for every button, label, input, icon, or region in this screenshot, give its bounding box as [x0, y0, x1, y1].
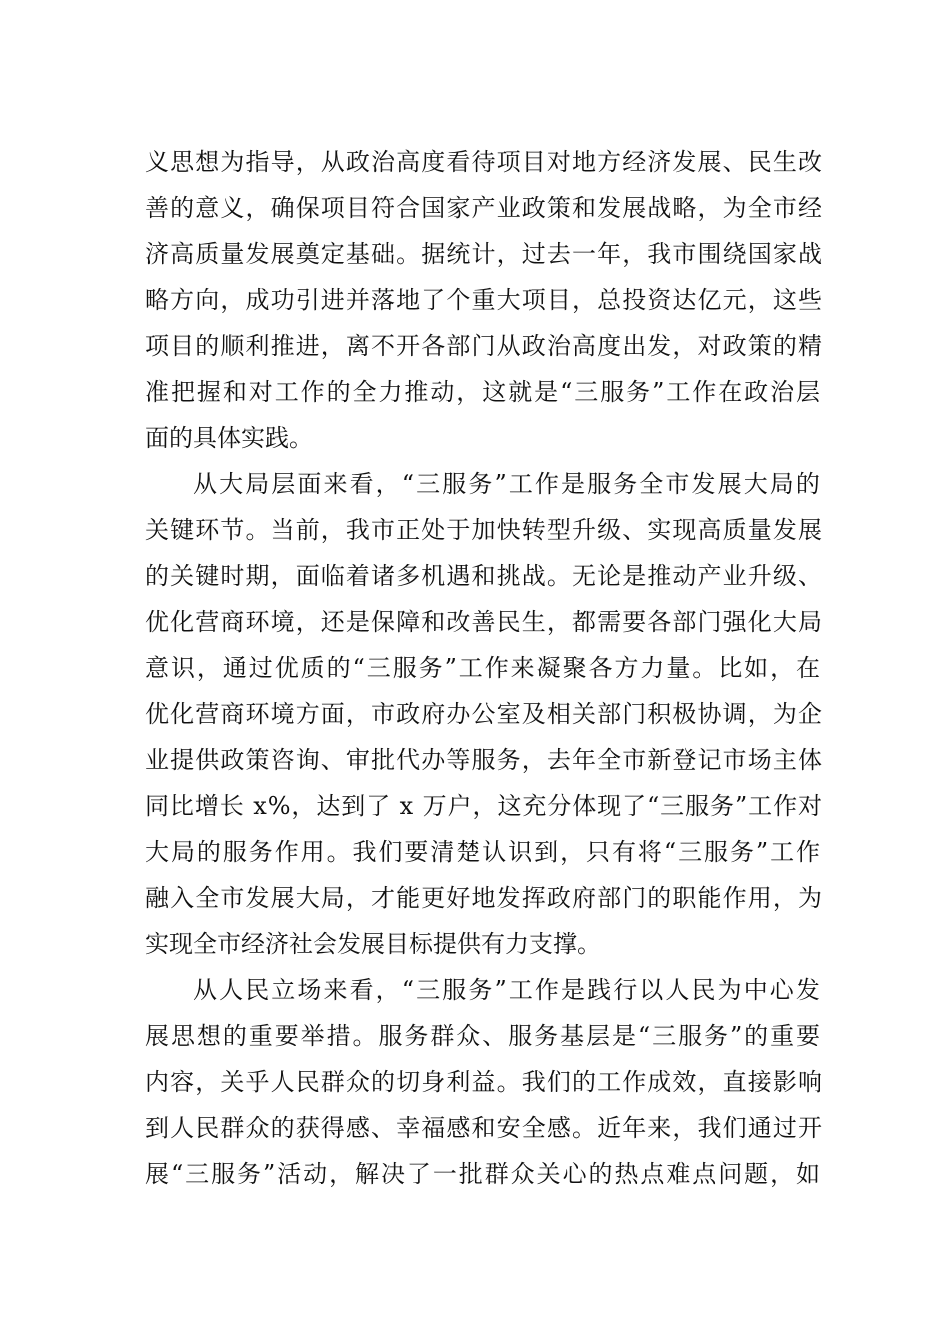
- text-line: 展“三服务”活动，解决了一批群众关心的热点难点问题，如: [145, 1160, 822, 1188]
- text-line: 面的具体实践。: [145, 424, 313, 452]
- text-line: 从人民立场来看，“三服务”工作是践行以人民为中心发: [193, 976, 822, 1004]
- text-line: 从大局层面来看，“三服务”工作是服务全市发展大局的: [193, 470, 822, 498]
- text-line: 内容，关乎人民群众的切身利益。我们的工作成效，直接影响: [145, 1068, 824, 1096]
- text-line: 项目的顺利推进，离不开各部门从政治高度出发，对政策的精: [145, 332, 824, 360]
- text-line: 义思想为指导，从政治高度看待项目对地方经济发展、民生改: [145, 148, 824, 176]
- text-line: 同比增长 x%，达到了 x 万户，这充分体现了“三服务”工作对: [145, 792, 823, 820]
- text-line: 业提供政策咨询、审批代办等服务，去年全市新登记市场主体: [145, 746, 824, 774]
- text-line: 济高质量发展奠定基础。据统计，过去一年，我市围绕国家战: [145, 240, 824, 268]
- text-line: 准把握和对工作的全力推动，这就是“三服务”工作在政治层: [145, 378, 822, 406]
- text-line: 大局的服务作用。我们要清楚认识到，只有将“三服务”工作: [145, 838, 822, 866]
- text-line: 的关键时期，面临着诸多机遇和挑战。无论是推动产业升级、: [145, 562, 824, 590]
- text-line: 展思想的重要举措。服务群众、服务基层是“三服务”的重要: [145, 1022, 822, 1050]
- text-line: 意识，通过优质的“三服务”工作来凝聚各方力量。比如，在: [145, 654, 822, 682]
- text-line: 略方向，成功引进并落地了个重大项目，总投资达亿元，这些: [145, 286, 824, 314]
- text-line: 优化营商环境方面，市政府办公室及相关部门积极协调，为企: [145, 700, 824, 728]
- text-line: 优化营商环境，还是保障和改善民生，都需要各部门强化大局: [145, 608, 824, 636]
- text-line: 到人民群众的获得感、幸福感和安全感。近年来，我们通过开: [145, 1114, 824, 1142]
- text-line: 善的意义，确保项目符合国家产业政策和发展战略，为全市经: [145, 194, 824, 222]
- text-line: 关键环节。当前，我市正处于加快转型升级、实现高质量发展: [145, 516, 824, 544]
- text-line: 融入全市发展大局，才能更好地发挥政府部门的职能作用，为: [145, 884, 824, 912]
- text-line: 实现全市经济社会发展目标提供有力支撑。: [145, 930, 601, 958]
